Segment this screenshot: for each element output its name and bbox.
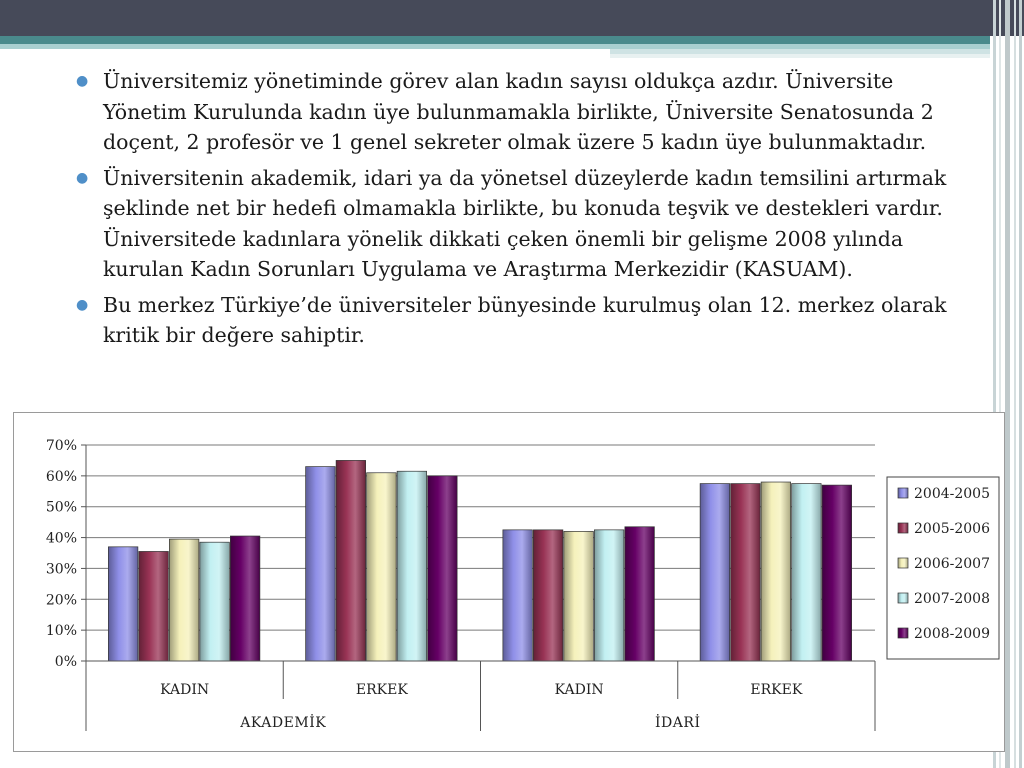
header-accent-stripe: [0, 36, 990, 44]
bar: [230, 536, 260, 661]
group-label: AKADEMİK: [240, 715, 327, 731]
bullet-dot-icon: ●: [76, 296, 89, 313]
bar: [200, 542, 230, 661]
bar: [761, 482, 791, 661]
bar: [594, 530, 624, 661]
legend-label: 2005-2006: [914, 521, 990, 537]
decorative-vertical-line: [1014, 0, 1016, 768]
bar: [306, 467, 336, 661]
bullet-dot-icon: ●: [76, 73, 89, 89]
legend-label: 2004-2005: [914, 486, 990, 502]
bullet-item: [76, 66, 961, 158]
bar: [731, 484, 761, 661]
bullet-text: Üniversitemiz yönetiminde görev alan kadın sayısı oldukça azdır. Üniversite Yönetim Kurulunda kadın üye bulunmamakla birlikte, Üniversite Senatosunda 2 doçent, 2 profesör ve 1 genel sekreter olmak üzere 5 kadın üye bulunmaktadır.: [103, 69, 934, 154]
group-label: İDARİ: [655, 715, 701, 731]
category-label: ERKEK: [750, 682, 803, 698]
bar: [428, 476, 458, 661]
legend-swatch: [898, 628, 908, 638]
y-tick-label: 40%: [45, 530, 77, 547]
bullet-text: Bu merkez Türkiye’de üniversiteler bünyesinde kurulmuş olan 12. merkez olarak kritik bir değere sahiptir.: [103, 292, 947, 347]
legend-label: 2007-2008: [914, 591, 990, 607]
bullet-dot-icon: ●: [76, 169, 89, 186]
bar: [336, 460, 366, 661]
bar: [533, 530, 563, 661]
y-tick-label: 20%: [45, 592, 77, 609]
y-tick-label: 0%: [54, 654, 77, 670]
bullet-list: [76, 66, 961, 356]
legend-swatch: [898, 488, 908, 498]
bar: [564, 531, 594, 661]
bar: [625, 527, 655, 661]
bullet-item: [76, 290, 961, 351]
category-label: KADIN: [554, 682, 604, 698]
y-tick-label: 70%: [45, 438, 77, 454]
bar: [367, 473, 397, 661]
y-tick-label: 50%: [45, 499, 77, 516]
slide-header-bar: [0, 0, 1024, 36]
category-label: ERKEK: [355, 682, 408, 698]
header-light-stripe-3: [610, 54, 990, 58]
legend-swatch: [898, 593, 908, 603]
bar: [139, 551, 169, 661]
bar: [822, 485, 852, 661]
bullet-item: [76, 163, 961, 285]
bar: [700, 484, 730, 661]
decorative-vertical-line: [1005, 0, 1010, 768]
bar: [397, 471, 427, 661]
y-tick-label: 60%: [45, 468, 77, 485]
legend-label: 2006-2007: [914, 556, 990, 572]
bar: [503, 530, 533, 661]
category-label: KADIN: [160, 682, 210, 698]
bullet-text: Üniversitenin akademik, idari ya da yönetsel düzeylerde kadın temsilini artırmak şeklinde net bir hedefi olmamakla birlikte, bu konuda teşvik ve destekleri vardır. Üniversitede kadınlara yönelik dikkati çeken önemli bir gelişme 2008 yılında kurulan Kadın Sorunları Uygulama ve Araştırma Merkezidir (KASUAM).: [103, 165, 947, 281]
bar-chart: [14, 413, 1004, 751]
legend-swatch: [898, 558, 908, 568]
legend-label: 2008-2009: [914, 626, 990, 642]
legend-swatch: [898, 523, 908, 533]
chart-container: [13, 412, 1005, 752]
bar: [169, 539, 199, 661]
decorative-vertical-line: [1019, 0, 1022, 768]
y-tick-label: 30%: [45, 561, 77, 578]
y-tick-label: 10%: [45, 623, 77, 640]
bar: [792, 484, 822, 661]
bar: [108, 547, 138, 661]
